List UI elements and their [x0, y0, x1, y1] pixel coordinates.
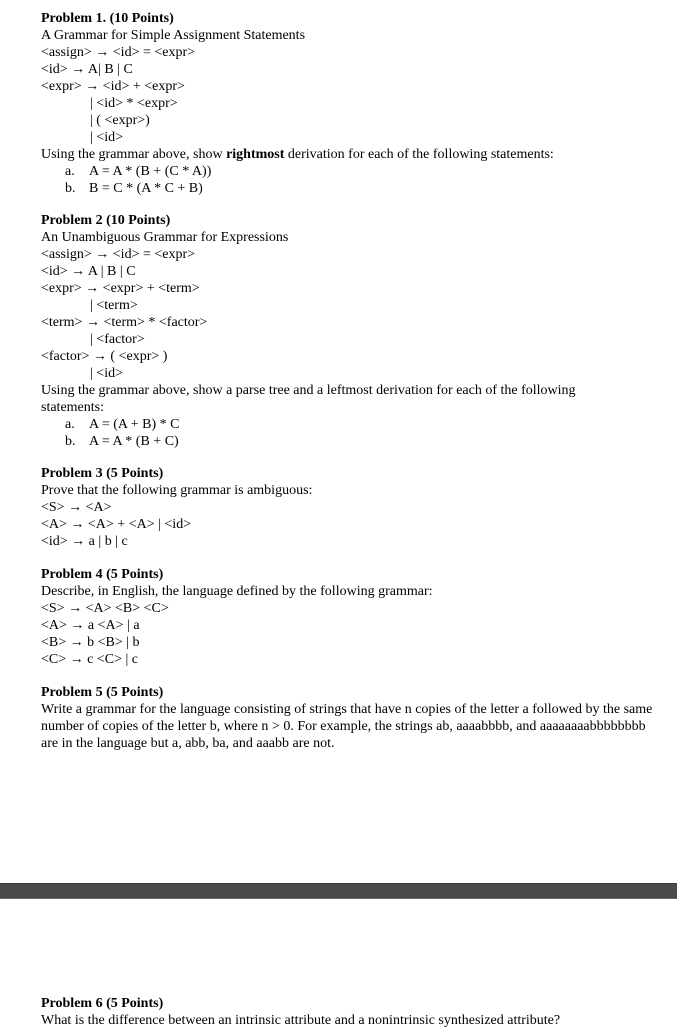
grammar-rule: <S> → <A> <B> <C> [41, 601, 169, 616]
item-text: A = A * (B + C) [89, 434, 179, 449]
grammar-rule: <factor> → ( <expr> ) [41, 349, 168, 364]
problem-5 [41, 684, 655, 752]
problem-1 [41, 10, 661, 197]
problem-3-title: Problem 3 (5 Points) [41, 466, 164, 481]
grammar-rule: <expr> → <id> + <expr> [41, 79, 185, 94]
problem-6-text: What is the difference between an intrinsic attribute and a nonintrinsic synthesized attribute? [41, 1013, 561, 1028]
page-divider [0, 883, 677, 899]
item-text: B = C * (A * C + B) [89, 181, 203, 196]
item-label: a. [65, 164, 75, 179]
statement-item [41, 180, 661, 197]
statement-item [41, 416, 661, 433]
item-label: b. [65, 181, 76, 196]
grammar-rule: <assign> → <id> = <expr> [41, 247, 196, 262]
problem-2-subtitle: An Unambiguous Grammar for Expressions [41, 230, 289, 245]
grammar-rule: <A> → a <A> | a [41, 618, 140, 633]
grammar-alternative: | <id> [90, 130, 123, 145]
grammar-alternative: | <id> [90, 366, 123, 381]
item-label: b. [65, 434, 76, 449]
grammar-rule: <id> → A | B | C [41, 264, 136, 279]
item-label: a. [65, 417, 75, 432]
statement-item [41, 163, 661, 180]
problem-4-title: Problem 4 (5 Points) [41, 567, 164, 582]
statement-item [41, 433, 661, 450]
problem-1-instruction [41, 146, 661, 163]
problem-5-text: Write a grammar for the language consisting of strings that have n copies of the letter a followed by the same number of copies of the letter b, where n > 0. For example, the strings ab, aaaabbbb, and aaaaaaaabbbbbbbb are in the language but a, abb, ba, and aaabb are not. [41, 702, 653, 751]
grammar-rule: <C> → c <C> | c [41, 652, 138, 667]
problem-3-subtitle: Prove that the following grammar is ambiguous: [41, 483, 313, 498]
grammar-alternative: | <term> [90, 298, 138, 313]
grammar-rule: <assign> → <id> = <expr> [41, 45, 196, 60]
problem-4 [41, 566, 661, 668]
problem-3 [41, 465, 661, 550]
problem-2-instruction: Using the grammar above, show a parse tree and a leftmost derivation for each of the following statements: [41, 383, 576, 415]
problem-2-title: Problem 2 (10 Points) [41, 213, 171, 228]
instruction-text: derivation for each of the following statements: [284, 147, 554, 162]
grammar-alternative: | ( <expr>) [90, 113, 150, 128]
instruction-emphasis: rightmost [226, 147, 285, 162]
grammar-alternative: | <id> * <expr> [90, 96, 178, 111]
grammar-rule: <term> → <term> * <factor> [41, 315, 208, 330]
problem-5-title: Problem 5 (5 Points) [41, 685, 164, 700]
item-text: A = A * (B + (C * A)) [89, 164, 212, 179]
problem-6 [41, 995, 661, 1029]
grammar-rule: <A> → <A> + <A> | <id> [41, 517, 192, 532]
problem-1-subtitle: A Grammar for Simple Assignment Statements [41, 28, 306, 43]
problem-4-subtitle: Describe, in English, the language defined by the following grammar: [41, 584, 433, 599]
problem-6-title: Problem 6 (5 Points) [41, 996, 164, 1011]
problem-1-title: Problem 1. (10 Points) [41, 11, 174, 26]
grammar-rule: <expr> → <expr> + <term> [41, 281, 200, 296]
grammar-rule: <id> → a | b | c [41, 534, 128, 549]
grammar-alternative: | <factor> [90, 332, 145, 347]
grammar-rule: <id> → A| B | C [41, 62, 133, 77]
item-text: A = (A + B) * C [89, 417, 180, 432]
grammar-rule: <S> → <A> [41, 500, 112, 515]
grammar-rule: <B> → b <B> | b [41, 635, 140, 650]
problem-2 [41, 212, 661, 450]
instruction-text: Using the grammar above, show [41, 147, 227, 162]
